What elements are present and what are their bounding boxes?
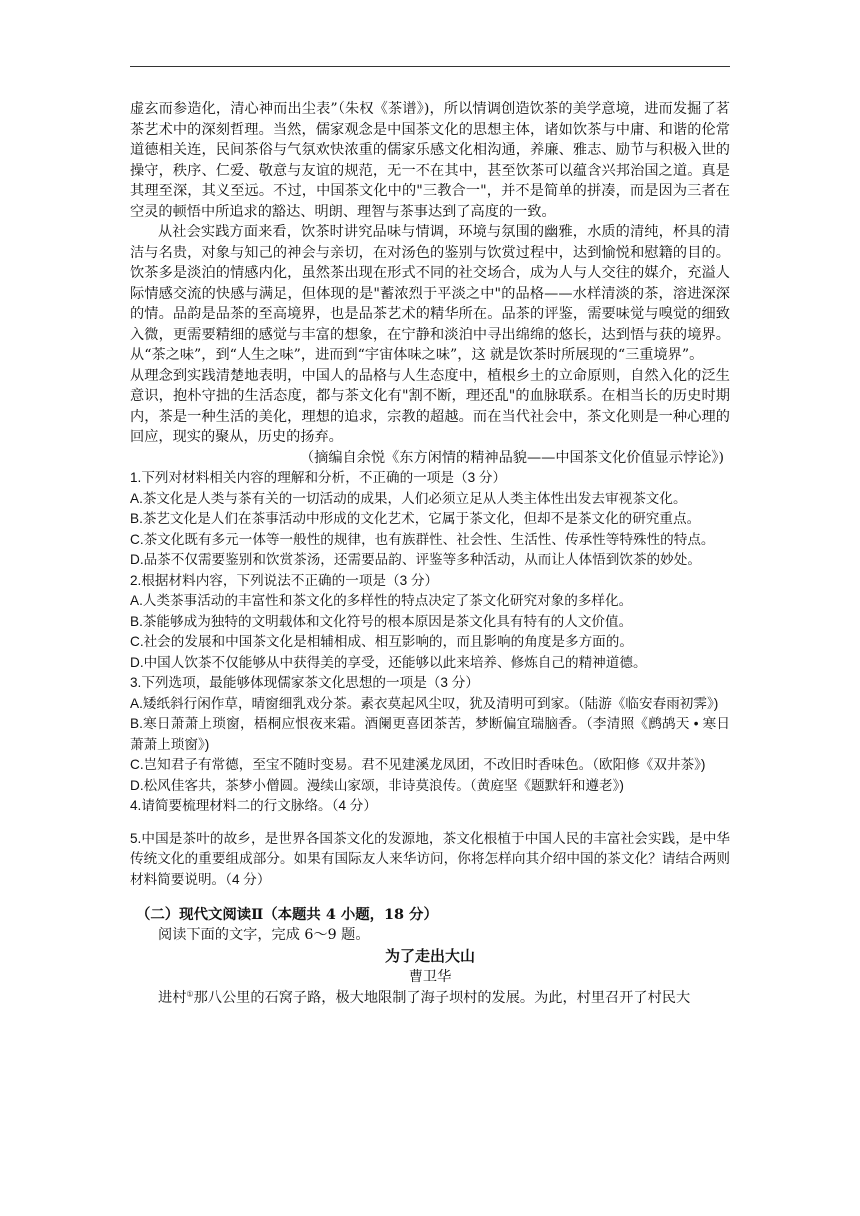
- story-line-lead: 进村: [158, 990, 187, 1006]
- question-2-option-c: C.社会的发展和中国茶文化是相辅相成、相互影响的，而且影响的角度是多方面的。: [130, 634, 633, 649]
- question-3: 3.下列选项，最能够体现儒家茶文化思想的一项是（3 分）: [130, 675, 479, 690]
- question-5: 5.中国是茶叶的故乡，是世界各国茶文化的发源地，茶文化根植于中国人民的丰富社会实践，是中华传统文化的重要组成部分。如果有国际友人来华访问，你将怎样向其介绍中国的茶文化？请结合两则材料简要说明。（4 分）: [130, 830, 730, 887]
- material-paragraph-3: 从理念到实践清楚地表明，中国人的品格与人生态度中，植根乡土的立命原则，自然入化的泛生意识，抱朴守拙的生活态度，都与茶文化有"割不断，理还乱"的血脉联系。在相当长的历史时期内，茶是一种生活的美化，理想的追求，宗教的超越。而在当代社会中，茶文化则是一种心理的回应，现实的聚从，历史的扬弃。: [130, 367, 730, 445]
- question-4: 4.请简要梳理材料二的行文脉络。（4 分）: [130, 798, 377, 813]
- material-paragraph-2: 从社会实践方面来看，饮茶时讲究品味与情调，环境与氛围的幽雅，水质的清纯，杯具的清洁与名贵，对象与知己的神会与亲切，在对汤色的鉴别与饮赏过程中，达到愉悦和慰籍的目的。饮茶多是淡泊的情感内化，虽然茶出现在形式不同的社交场合，成为人与人交往的媒介，充溢人际情感交流的快感与满足，但体现的是"蓄浓烈于平淡之中"的品格——水样清淡的茶，溶进深深的情。品韵是品茶的至高境界，也是品茶艺术的精华所在。品茶的评鉴，需要味觉与嗅觉的细致入微，更需要精细的感觉与丰富的想象，在宁静和淡泊中寻出绵绵的悠长，达到悟与获的境界。从“茶之味”，到“人生之味”，进而到“宇宙体味之味”，这 就是饮茶时所展现的“三重境界”。: [130, 224, 730, 363]
- question-list: [130, 468, 730, 890]
- story-first-line: [130, 987, 730, 1009]
- question-2-option-a: A.人类茶事活动的丰富性和茶文化的多样性的特点决定了茶文化研究对象的多样化。: [130, 593, 633, 608]
- exam-page: [130, 99, 730, 1009]
- section-heading: （二）现代文阅读Ⅱ（本题共 4 小题，18 分）: [136, 906, 438, 923]
- answer-space: [130, 817, 730, 829]
- material-text: [130, 99, 730, 468]
- section-spacer: [130, 890, 730, 904]
- story-line-rest: 那八公里的石窝子路，极大地限制了海子坝村的发展。为此，村里召开了村民大: [193, 990, 691, 1006]
- section-2: [130, 904, 730, 1009]
- question-3-option-c: C.岂知君子有常德，至宝不随时变易。君不见建溪龙凤团，不改旧时香味色。（欧阳修《双井茶》): [130, 757, 706, 772]
- footnote-marker: ①: [186, 989, 194, 999]
- question-1-option-d: D.品茶不仅需要鉴别和饮赏茶汤，还需要品韵、评鉴等多种活动，从而让人体悟到饮茶的妙处。: [130, 552, 701, 567]
- question-1: 1.下列对材料相关内容的理解和分析，不正确的一项是（3 分）: [130, 470, 507, 485]
- question-3-option-b: B.寒日萧萧上琐窗，梧桐应恨夜来霜。酒阑更喜团茶苦，梦断偏宜瑞脑香。（李清照《鹧鸪天 • 寒日萧萧上琐窗》): [130, 716, 730, 752]
- material-paragraph-1: 虚玄而参造化，清心神而出尘表”（朱权《茶谱》)，所以情调创造饮茶的美学意境，进而发掘了茗茶艺术中的深刻哲理。当然，儒家观念是中国茶文化的思想主体，诸如饮茶与中庸、和谐的伦常道德相关连，民间茶俗与气氛欢快浓重的儒家乐感文化相沟通，养廉、雅志、励节与积极入世的操守，秩序、仁爱、敬意与友谊的规范，无一不在其中，甚至饮茶可以蕴含兴邦治国之道。真是其理至深，其义至远。不过，中国茶文化中的"三教合一"，并不是简单的拼凑，而是因为三者在空灵的顿悟中所追求的豁达、明朗、理智与茶事达到了高度的一致。: [130, 101, 730, 220]
- question-3-option-d: D.松风佳客共，茶梦小僧圆。漫续山家颂，非诗莫浪传。（黄庭坚《题默轩和遵老》): [130, 777, 624, 793]
- question-1-option-b: B.茶艺文化是人们在茶事活动中形成的文化艺术，它属于茶文化，但却不是茶文化的研究重点。: [130, 511, 701, 526]
- header-rule: [130, 66, 730, 67]
- question-1-option-a: A.茶文化是人类与茶有关的一切活动的成果，人们必须立足从人类主体性出发去审视茶文化。: [130, 490, 687, 506]
- question-2-option-b: B.茶能够成为独特的文明载体和文化符号的根本原因是茶文化具有特有的人文价值。: [130, 613, 633, 629]
- story-title: 为了走出大山: [384, 947, 475, 965]
- question-1-option-c: C.茶文化既有多元一体等一般性的规律，也有族群性、社会性、生活性、传承性等特殊性的特点。: [130, 531, 715, 547]
- question-2-option-d: D.中国人饮茶不仅能够从中获得美的享受，还能够以此来培养、修炼自己的精神道德。: [130, 654, 647, 670]
- question-2: 2.根据材料内容，下列说法不正确的一项是（3 分）: [130, 572, 439, 588]
- material-source: （摘编自余悦《东方闲情的精神品貌——中国茶文化价值显示悖论》): [299, 449, 724, 466]
- section-instruction: 阅读下面的文字，完成 6～9 题。: [158, 927, 370, 943]
- question-3-option-a: A.矮纸斜行闲作草，晴窗细乳戏分茶。素衣莫起风尘叹，犹及清明可到家。（陆游《临安春雨初霁》): [130, 695, 719, 711]
- story-author: 曹卫华: [408, 969, 452, 985]
